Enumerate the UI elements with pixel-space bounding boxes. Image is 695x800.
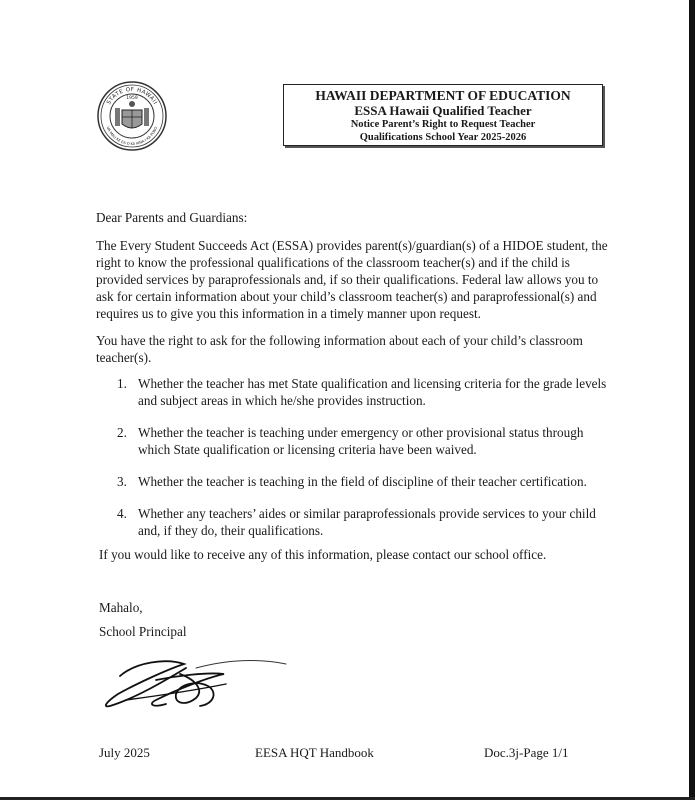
paragraph-essa: The Every Student Succeeds Act (ESSA) provides parent(s)/guardian(s) of a HIDOE student, the right to know the professional qualifications of the classroom teacher(s) and if the child is provided services by paraprofessionals and, if so their qualifications. Federal law allows you to ask for certain information about your child’s classroom teacher(s) and paraprofessional(s) and requires us to give you this information in a timely manner upon request. [96,238,608,321]
seal-bottom-text: UA MAU KE EA O KA AINA I KA PONO [105,126,159,147]
state-seal-icon [96,80,168,152]
list-item-text: Whether the teacher is teaching under emergency or other provisional status through which State qualification or licensing criteria have been waived. [138,425,584,457]
footer-date: July 2025 [99,745,150,760]
list-item [96,473,616,490]
paragraph-rights: You have the right to ask for the following information about each of your child’s classroom teacher(s). [96,333,583,365]
list-item-number: 4. [117,506,127,521]
rights-list [96,375,616,539]
seal-year: 1959 [126,96,138,101]
salutation: Dear Parents and Guardians: [96,210,248,225]
header-school-year: Qualifications School Year 2025-2026 [359,132,527,143]
list-item [96,375,616,409]
header-department: HAWAII DEPARTMENT OF EDUCATION [315,88,571,103]
signer-title: School Principal [99,624,187,639]
closing-paragraph: If you would like to receive any of this information, please contact our school office. [99,547,547,562]
page-edge [689,0,695,800]
list-item [96,424,616,458]
list-item-number: 1. [117,376,127,391]
sign-off: Mahalo, [99,600,143,615]
header-notice: Notice Parent’s Right to Request Teacher [350,119,536,130]
document-header [283,84,603,146]
header-program: ESSA Hawaii Qualified Teacher [354,103,532,118]
list-item-number: 2. [117,425,127,440]
list-item-text: Whether the teacher has met State qualification and licensing criteria for the grade levels and subject areas in which he/she provides instruction. [138,376,607,408]
footer-doc-ref: Doc.3j-Page 1/1 [484,745,569,760]
footer-handbook: EESA HQT Handbook [255,745,374,760]
list-item [96,505,616,539]
signature [96,650,296,720]
letter-body [96,209,616,554]
list-item-text: Whether any teachers’ aides or similar paraprofessionals provide services to your child and, if they do, their qualifications. [138,506,596,538]
list-item-number: 3. [117,474,127,489]
list-item-text: Whether the teacher is teaching in the field of discipline of their teacher certification. [138,474,587,489]
seal-top-text: STATE OF HAWAII [106,86,158,106]
